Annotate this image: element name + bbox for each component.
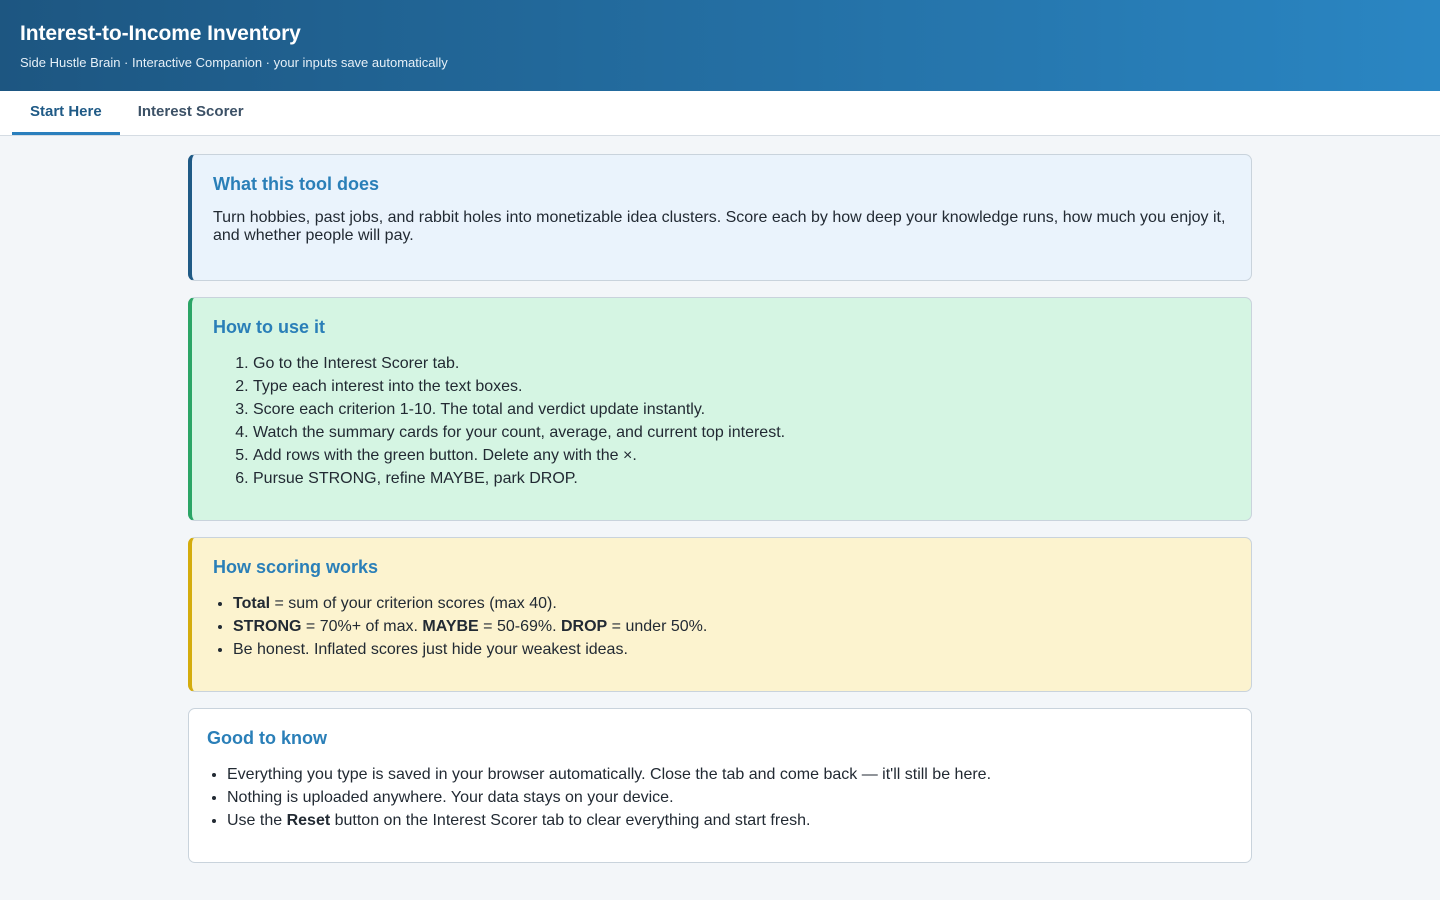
card-title: How scoring works (213, 557, 379, 577)
list-item (233, 615, 1230, 638)
item-text: Use the (227, 812, 287, 829)
tab-start-here[interactable]: Start Here (12, 91, 120, 135)
item-text: = under 50%. (607, 618, 708, 635)
card-title: Good to know (207, 728, 327, 748)
app-header (0, 0, 1440, 91)
list-item (233, 592, 1230, 615)
list-item: 5. Add rows with the green button. Delete any with the ×. (253, 444, 1230, 467)
item-text: = 70%+ of max. (301, 618, 423, 635)
term-reset: Reset (286, 812, 331, 829)
item-text: button on the Interest Scorer tab to clear everything and start fresh. (330, 812, 811, 829)
steps-list (213, 352, 1230, 490)
app-title: Interest-to-Income Inventory (20, 22, 301, 45)
term-strong: STRONG (233, 618, 302, 635)
scoring-list (213, 592, 1230, 661)
term-maybe: MAYBE (422, 618, 479, 635)
list-item: • Everything you type is saved in your browser automatically. Close the tab and come back — it'll still be here. (227, 763, 1230, 786)
list-item: • Be honest. Inflated scores just hide your weakest ideas. (233, 638, 1230, 661)
good-to-know-card (188, 708, 1252, 863)
item-text: = sum of your criterion scores (max 40). (270, 595, 557, 612)
list-item: 3. Score each criterion 1-10. The total and verdict update instantly. (253, 398, 1230, 421)
card-title: How to use it (213, 317, 325, 337)
list-item: 6. Pursue STRONG, refine MAYBE, park DROP. (253, 467, 1230, 490)
list-item: 4. Watch the summary cards for your count, average, and current top interest. (253, 421, 1230, 444)
list-item (227, 809, 1230, 832)
what-this-tool-does-card (188, 154, 1252, 281)
term-drop: DROP (561, 618, 608, 635)
main-content (188, 154, 1252, 863)
how-to-use-card (188, 297, 1252, 521)
card-body: Turn hobbies, past jobs, and rabbit holes into monetizable idea clusters. Score each by how deep your knowledge runs, how much you enjoy it, and whether people will pay. (213, 209, 1226, 244)
list-item: 2. Type each interest into the text boxes. (253, 375, 1230, 398)
item-text: = 50-69%. (478, 618, 561, 635)
card-title: What this tool does (213, 174, 379, 194)
tab-bar (0, 91, 1440, 136)
list-item: • Nothing is uploaded anywhere. Your data stays on your device. (227, 786, 1230, 809)
list-item: 1. Go to the Interest Scorer tab. (253, 352, 1230, 375)
how-scoring-works-card (188, 537, 1252, 692)
tab-interest-scorer[interactable]: Interest Scorer (137, 103, 244, 120)
app-subtitle: Side Hustle Brain · Interactive Companion · your inputs save automatically (20, 55, 448, 70)
tips-list (207, 763, 1230, 832)
term-total: Total (233, 595, 271, 612)
